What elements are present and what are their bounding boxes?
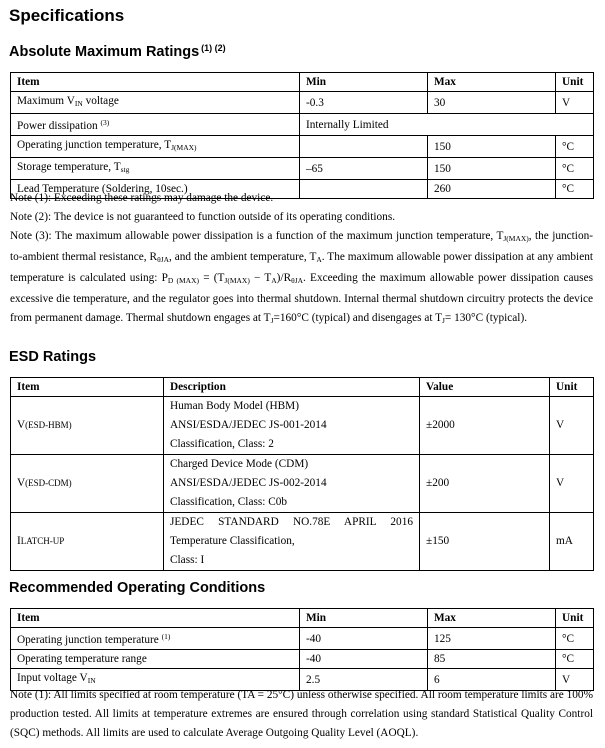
cell-unit: V — [550, 397, 594, 455]
note-subscript: J(MAX) — [503, 234, 529, 243]
item-text: Operating junction temperature, T — [17, 139, 172, 151]
recommended-operating-conditions-table — [10, 608, 594, 691]
item-text: Storage temperature, T — [17, 161, 121, 173]
note-text: )/R — [276, 272, 292, 284]
description-line: ANSI/ESDA/JEDEC JS-001-2014 — [170, 419, 327, 431]
col-header-item: Item — [11, 609, 300, 628]
table-header-row — [11, 378, 594, 397]
cell-min: -40 — [300, 628, 428, 650]
cell-max: 30 — [428, 92, 556, 114]
cell-min: –65 — [300, 158, 428, 180]
note-text: . Exceeding the maximum allowable power dissipation causes excessive die temperature, and the regulator goes into thermal shutdown. Internal thermal shutdown circuitry protects the device from permanent damage. Thermal shutdown engages at T — [10, 272, 593, 324]
table-row — [11, 513, 594, 571]
note-text: Note (3): The maximum allowable power dissipation is a function of the maximum junction temperature, T — [10, 230, 504, 242]
col-header-unit: Unit — [556, 73, 594, 92]
col-header-unit: Unit — [556, 609, 594, 628]
cell-unit: V — [556, 669, 594, 691]
cell-unit: °C — [556, 136, 594, 158]
col-header-value: Value — [420, 378, 550, 397]
roc-note-1: Note (1): All limits specified at room temperature (TA = 25°C) unless otherwise specified. All room temperature limits are 100% production tested. All limits at temperature extremes are ensured through correlation using standard Statistical Quality Control (SQC) methods. All limits are used to calculate Average Outgoing Quality Level (AOQL). — [10, 689, 593, 739]
cell-max: 150 — [428, 136, 556, 158]
cell-item — [11, 114, 300, 136]
table-row — [11, 114, 594, 136]
col-header-max: Max — [428, 73, 556, 92]
description-line: JEDEC STANDARD NO.78E APRIL 2016 — [170, 516, 413, 528]
roc-notes — [10, 686, 593, 743]
cell-value: ±150 — [420, 513, 550, 571]
cell-item — [11, 628, 300, 650]
note-subscript: A — [271, 276, 277, 285]
col-header-min: Min — [300, 609, 428, 628]
description-line: Classification, Class: C0b — [170, 496, 288, 508]
description-line: Temperature Classification, — [170, 535, 295, 547]
description-line: Class: I — [170, 554, 205, 566]
cell-description — [164, 513, 420, 571]
col-header-min: Min — [300, 73, 428, 92]
cell-min: 2.5 — [300, 669, 428, 691]
cell-item: Operating temperature range — [11, 650, 300, 669]
note-subscript: D (MAX) — [167, 276, 200, 285]
description-line: Classification, Class: 2 — [170, 438, 274, 450]
note-subscript: J — [270, 316, 274, 325]
item-subscript: (ESD-CDM) — [25, 478, 72, 488]
item-text: Operating junction temperature — [17, 634, 162, 646]
item-note-ref: (1) — [161, 632, 171, 641]
note-text: − T — [249, 272, 272, 284]
cell-max: 125 — [428, 628, 556, 650]
cell-value: ±2000 — [420, 397, 550, 455]
note-text: , and the ambient temperature, T — [169, 251, 317, 263]
item-subscript: stg — [120, 165, 130, 174]
cell-min — [300, 136, 428, 158]
cell-item — [11, 158, 300, 180]
cell-unit: V — [550, 455, 594, 513]
note-subscript: θJA — [291, 276, 304, 285]
table-row — [11, 92, 594, 114]
page-title: Specifications — [9, 6, 125, 25]
table-header-row — [11, 73, 594, 92]
cell-item — [11, 397, 164, 455]
table-header-row — [11, 609, 594, 628]
note-subscript: J — [442, 316, 445, 325]
table-row — [11, 650, 594, 669]
cell-item: Lead Temperature (Soldering, 10sec.) — [11, 180, 300, 199]
amr-note-3 — [10, 227, 593, 330]
amr-note-1: Note (1): Exceeding these ratings may damage the device. — [10, 192, 274, 204]
note-subscript: J(MAX) — [224, 276, 250, 285]
col-header-max: Max — [428, 609, 556, 628]
cell-description — [164, 455, 420, 513]
amr-notes — [10, 189, 593, 330]
item-text: Input voltage V — [17, 672, 88, 684]
item-subscript: IN — [74, 99, 83, 108]
cell-max: 150 — [428, 158, 556, 180]
description-line: ANSI/ESDA/JEDEC JS-002-2014 — [170, 477, 327, 489]
esd-heading: ESD Ratings — [9, 349, 97, 365]
cell-item — [11, 513, 164, 571]
item-subscript: LATCH-UP — [20, 536, 65, 546]
note-text: = (T — [199, 272, 225, 284]
cell-unit: °C — [556, 158, 594, 180]
roc-heading: Recommended Operating Conditions — [9, 580, 266, 596]
cell-item — [11, 455, 164, 513]
cell-min: -40 — [300, 650, 428, 669]
item-text-suffix: voltage — [82, 95, 119, 107]
amr-heading — [9, 43, 226, 60]
table-row — [11, 628, 594, 650]
col-header-item: Item — [11, 73, 300, 92]
item-subscript: (ESD-HBM) — [25, 420, 72, 430]
cell-spanning-value: Internally Limited — [300, 114, 594, 136]
item-text: Power dissipation — [17, 120, 101, 132]
item-subscript: J(MAX) — [171, 143, 197, 152]
table-row — [11, 397, 594, 455]
cell-unit: V — [556, 92, 594, 114]
absolute-maximum-ratings-table — [10, 72, 594, 199]
item-text: V — [17, 477, 26, 489]
note-text: , the junction-to-ambient thermal resistance, R — [10, 230, 594, 263]
cell-description — [164, 397, 420, 455]
item-text: V — [17, 419, 26, 431]
item-text: I — [17, 535, 21, 547]
cell-max: 260 — [428, 180, 556, 199]
cell-value: ±200 — [420, 455, 550, 513]
note-text: = 130°C (typical). — [444, 312, 528, 324]
note-subscript: A — [316, 255, 322, 264]
cell-min: -0.3 — [300, 92, 428, 114]
item-text: Maximum V — [17, 95, 75, 107]
item-note-ref: (3) — [100, 118, 110, 127]
note-text: . The maximum allowable power dissipation at any ambient temperature is calculated using: P — [10, 251, 594, 284]
cell-max: 85 — [428, 650, 556, 669]
note-text: =160°C (typical) and disengages at T — [273, 312, 442, 324]
table-row — [11, 455, 594, 513]
cell-item — [11, 92, 300, 114]
description-line: Charged Device Mode (CDM) — [170, 458, 309, 470]
table-row — [11, 158, 594, 180]
note-subscript: θJA — [157, 255, 170, 264]
cell-unit: °C — [556, 628, 594, 650]
col-header-item: Item — [11, 378, 164, 397]
col-header-description: Description — [164, 378, 420, 397]
cell-item — [11, 136, 300, 158]
cell-max: 6 — [428, 669, 556, 691]
description-line: Human Body Model (HBM) — [170, 400, 299, 412]
cell-unit: °C — [556, 650, 594, 669]
amr-heading-refs: (1) (2) — [201, 43, 226, 53]
amr-heading-text: Absolute Maximum Ratings — [9, 44, 200, 60]
item-subscript: IN — [87, 676, 96, 685]
cell-unit: mA — [550, 513, 594, 571]
cell-unit: °C — [556, 180, 594, 199]
esd-ratings-table — [10, 377, 594, 571]
table-row — [11, 136, 594, 158]
amr-note-2: Note (2): The device is not guaranteed to function outside of its operating conditions. — [10, 211, 396, 223]
col-header-unit: Unit — [550, 378, 594, 397]
